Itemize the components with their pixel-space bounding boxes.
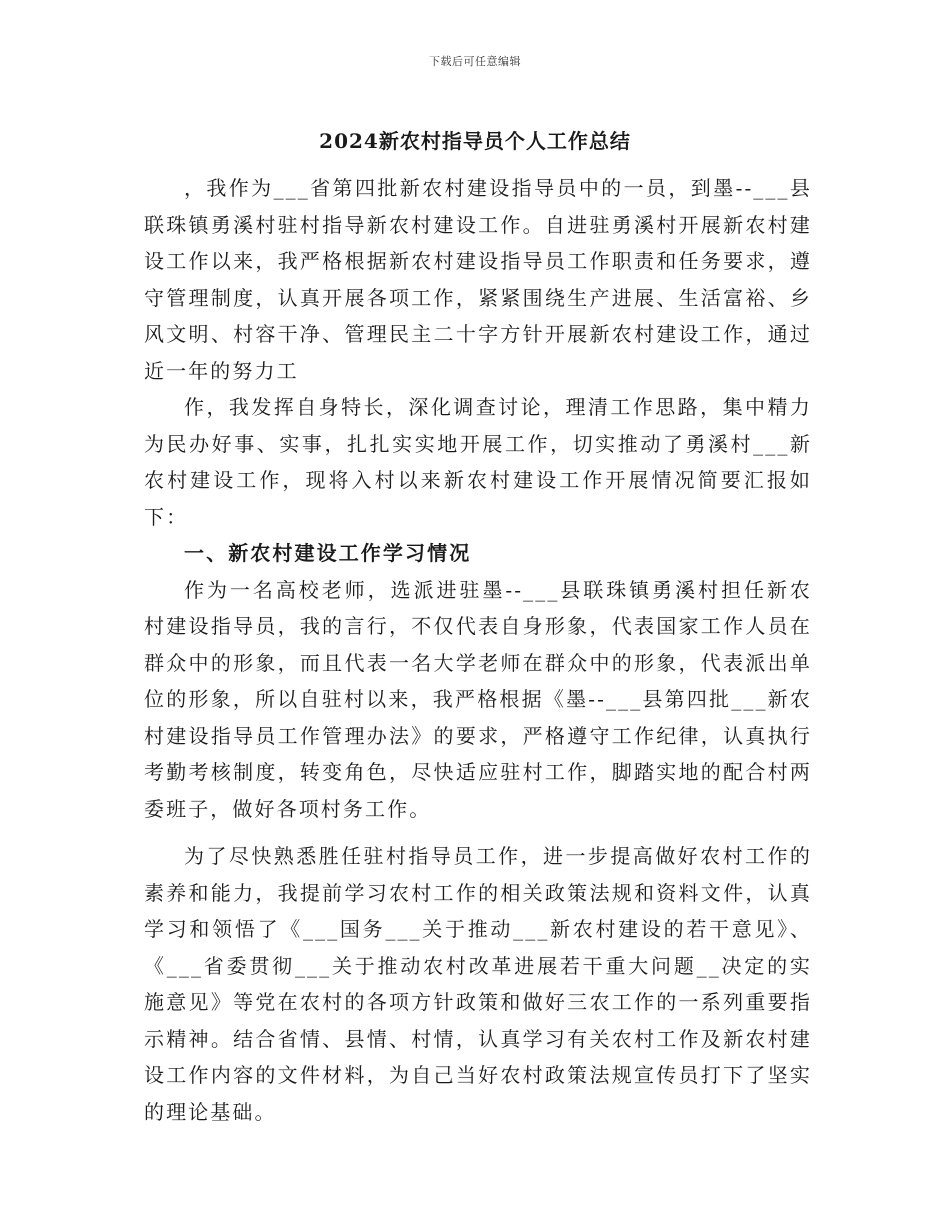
paragraph-1: ，我作为___省第四批新农村建设指导员中的一员，到墨--___县联珠镇勇溪村驻村指导新农村建设工作。自进驻勇溪村开展新农村建设工作以来，我严格根据新农村建设指导员工作职责和任务要求，遵守管理制度，认真开展各项工作，紧紧围绕生产进展、生活富裕、乡风文明、村容干净、管理民主二十字方针开展新农村建设工作，通过近一年的努力工: [144, 176, 812, 383]
paragraph-4: 为了尽快熟悉胜任驻村指导员工作，进一步提高做好农村工作的素养和能力，我提前学习农村工作的相关政策法规和资料文件，认真学习和领悟了《___国务___关于推动___新农村建设的若干意见》、《___省委贯彻___关于推动农村改革进展若干重大问题__决定的实施意见》等党在农村的各项方针政策和做好三农工作的一系列重要指示精神。结合省情、县情、村情，认真学习有关农村工作及新农村建设工作内容的文件材料，为自己当好农村政策法规宣传员打下了坚实的理论基础。: [144, 844, 812, 1124]
document-body: [144, 170, 812, 1130]
paragraph-2: 作，我发挥自身特长，深化调查讨论，理清工作思路，集中精力为民办好事、实事，扎扎实实地开展工作，切实推动了勇溪村___新农村建设工作，现将入村以来新农村建设工作开展情况简要汇报如下：: [144, 395, 812, 529]
section-heading-1: 一、新农村建设工作学习情况: [184, 541, 472, 565]
header-note: 下载后可任意编辑: [429, 55, 521, 68]
document-title: 2024新农村指导员个人工作总结: [319, 129, 631, 153]
paragraph-3: 作为一名高校老师，选派进驻墨--___县联珠镇勇溪村担任新农村建设指导员，我的言行，不仅代表自身形象，代表国家工作人员在群众中的形象，而且代表一名大学老师在群众中的形象，代表派出单位的形象，所以自驻村以来，我严格根据《墨--___县第四批___新农村建设指导员工作管理办法》的要求，严格遵守工作纪律，认真执行考勤考核制度，转变角色，尽快适应驻村工作，脚踏实地的配合村两委班子，做好各项村务工作。: [144, 577, 812, 821]
